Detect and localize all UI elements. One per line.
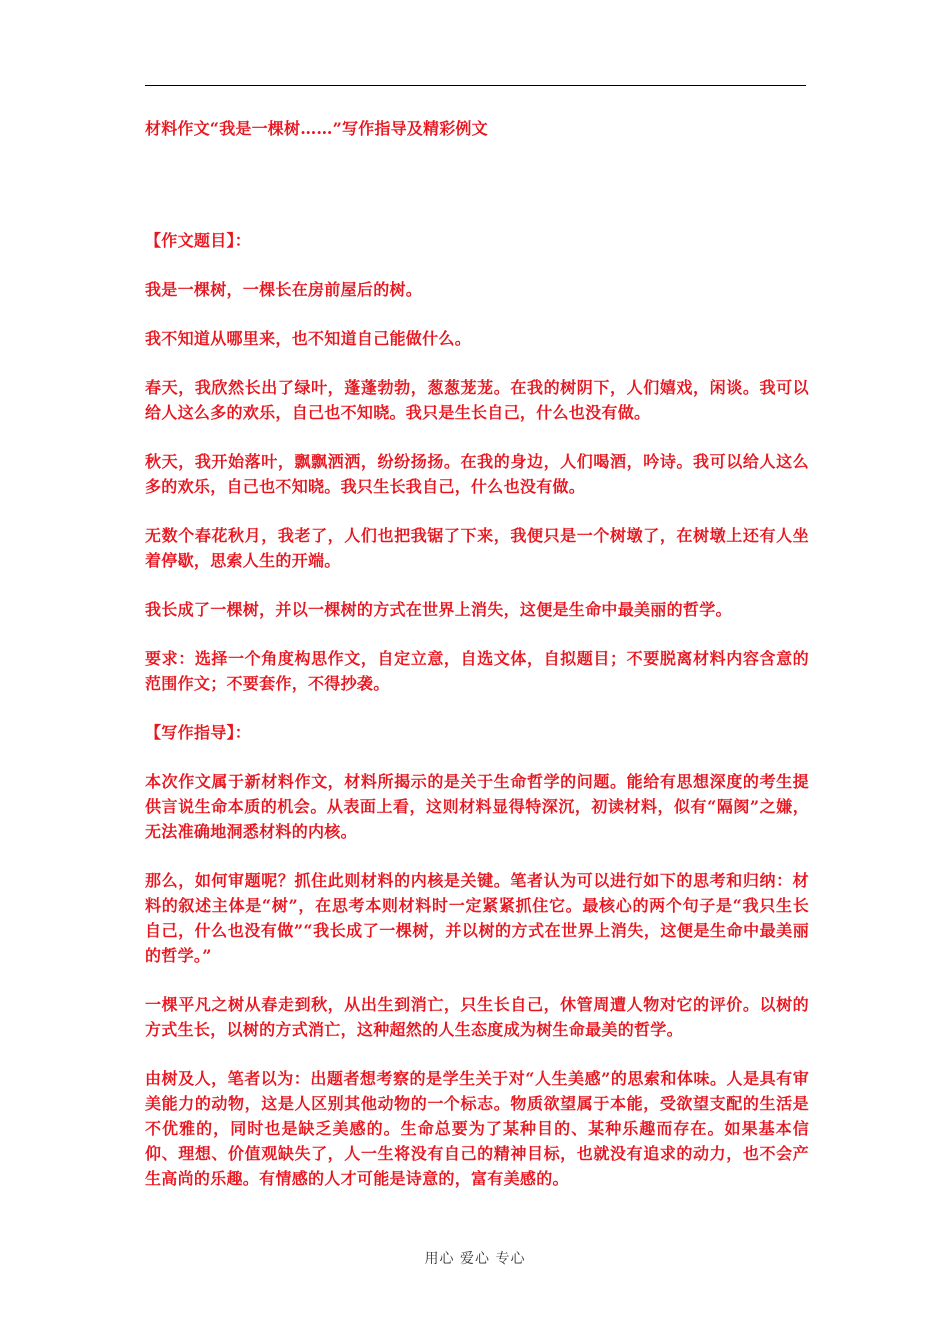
paragraph: 秋天，我开始落叶，飘飘洒洒，纷纷扬扬。在我的身边，人们喝酒，吟诗。我可以给人这么多的欢乐，自己也不知晓。我只生长我自己，什么也没有做。 bbox=[145, 452, 809, 496]
paragraph: 一棵平凡之树从春走到秋，从出生到消亡，只生长自己，休管周遭人物对它的评价。以树的方式生长，以树的方式消亡，这种超然的人生态度成为树生命最美的哲学。 bbox=[145, 995, 809, 1039]
title-spacer bbox=[145, 156, 809, 228]
paragraph: 那么，如何审题呢？抓住此则材料的内核是关键。笔者认为可以进行如下的思考和归纳：材料的叙述主体是“树”，在思考本则材料时一定紧紧抓住它。最核心的两个句子是“我只生长自己，什么也没有做”“我长成了一棵树，并以树的方式在世界上消失，这便是生命中最美丽的哲学。” bbox=[145, 871, 809, 965]
header-rule bbox=[145, 85, 806, 86]
paragraph: 本次作文属于新材料作文，材料所揭示的是关于生命哲学的问题。能给有思想深度的考生提供言说生命本质的机会。从表面上看，这则材料显得特深沉，初读材料，似有“隔阂”之嫌，无法准确地洞悉材料的内核。 bbox=[145, 772, 809, 841]
paragraph: 我不知道从哪里来，也不知道自己能做什么。 bbox=[145, 329, 472, 348]
paragraph: 我长成了一棵树，并以一棵树的方式在世界上消失，这便是生命中最美丽的哲学。 bbox=[145, 600, 732, 619]
page-footer: 用心 爱心 专心 bbox=[424, 1251, 526, 1267]
document-body bbox=[145, 116, 809, 1215]
section-heading-guidance: 【写作指导】： bbox=[145, 723, 252, 742]
section-heading-topic: 【作文题目】： bbox=[145, 231, 252, 250]
paragraph: 无数个春花秋月，我老了，人们也把我锯了下来，我便只是一个树墩了，在树墩上还有人坐着停歇，思索人生的开端。 bbox=[145, 526, 809, 570]
paragraph: 我是一棵树，一棵长在房前屋后的树。 bbox=[145, 280, 423, 299]
document-title: 材料作文“我是一棵树……”写作指导及精彩例文 bbox=[145, 119, 488, 138]
paragraph: 春天，我欣然长出了绿叶，蓬蓬勃勃，葱葱茏茏。在我的树阴下，人们嬉戏，闲谈。我可以给人这么多的欢乐，自己也不知晓。我只是生长自己，什么也没有做。 bbox=[145, 378, 809, 422]
paragraph: 由树及人，笔者以为：出题者想考察的是学生关于对“人生美感”的思索和体味。人是具有审美能力的动物，这是人区别其他动物的一个标志。物质欲望属于本能，受欲望支配的生活是不优雅的，同时也是缺乏美感的。生命总要为了某种目的、某种乐趣而存在。如果基本信仰、理想、价值观缺失了，人一生将没有自己的精神目标，也就没有追求的动力，也不会产生高尚的乐趣。有情感的人才可能是诗意的，富有美感的。 bbox=[145, 1069, 809, 1188]
requirements-paragraph: 要求：选择一个角度构思作文，自定立意，自选文体，自拟题目；不要脱离材料内容含意的范围作文；不要套作，不得抄袭。 bbox=[145, 649, 809, 693]
